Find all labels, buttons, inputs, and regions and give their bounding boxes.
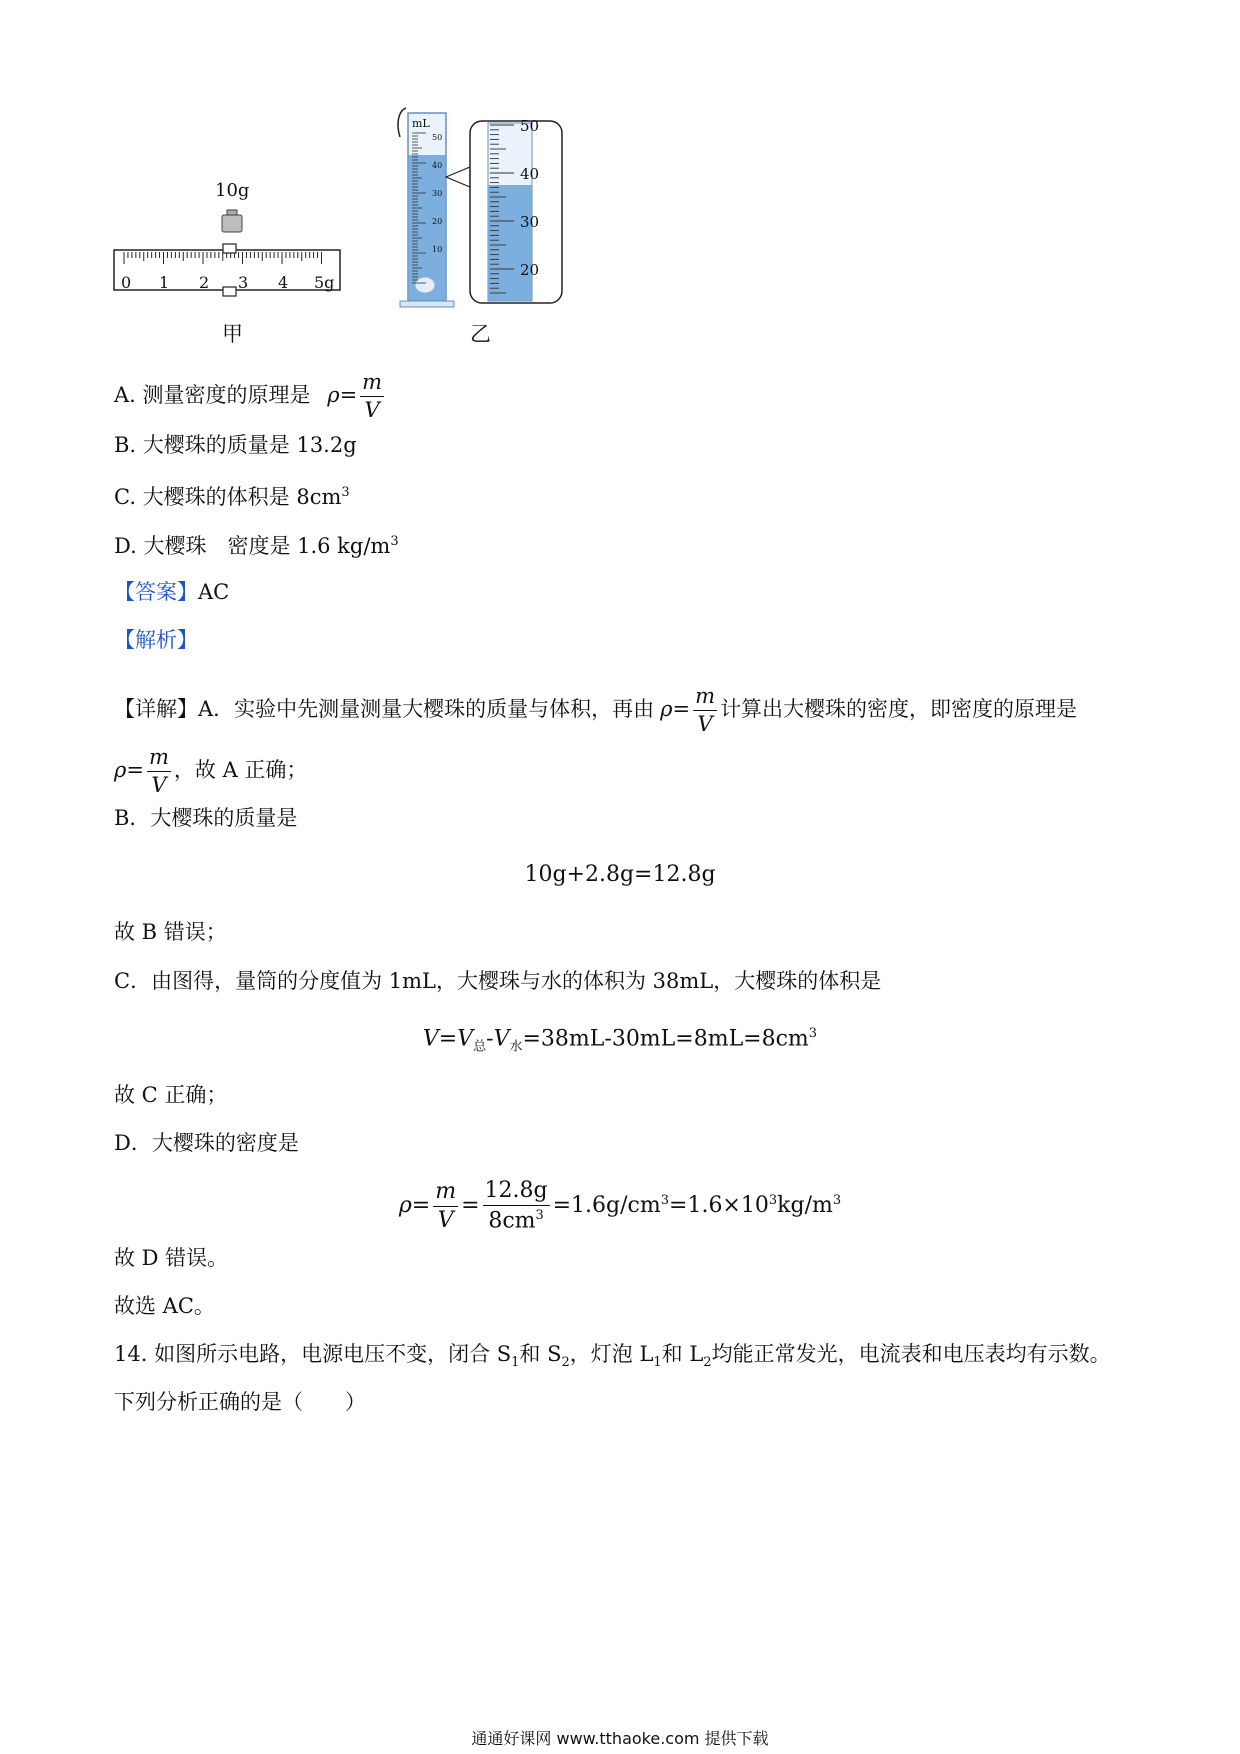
cylinder-label: 10 (432, 245, 443, 254)
detail-label: 【详解】 (114, 697, 198, 721)
detail-a-line1: 【详解】A．实验中先测量测量大樱珠的质量与体积，再由 ρ= $\frac{m}{V}$ 计算出大樱珠的密度，即密度的原理是 (114, 684, 1078, 736)
detail-final: 故选 AC。 (114, 1294, 215, 1318)
figure-yi-caption: 乙 (470, 322, 491, 346)
scale-label: 4 (278, 273, 289, 292)
weight-label: 10g (215, 180, 250, 201)
figure-jia-caption: 甲 (222, 322, 243, 346)
detail-a-line2: ρ= $\frac{m}{V}$ ，故 A 正确； (114, 745, 308, 797)
weight-block-icon (222, 210, 242, 232)
scale-label: 2 (199, 273, 210, 292)
option-c: C. 大樱珠的体积是 $8cm^3$ (114, 485, 350, 509)
answer-line (114, 577, 229, 607)
option-b: B. 大樱珠的质量是 13.2g (114, 433, 357, 457)
fraction: $\frac{m}{V}$ (435, 1178, 457, 1233)
analysis-label: 【解析】 (114, 628, 198, 652)
scale-label: 0 (121, 273, 132, 292)
detail-b-intro: B．大樱珠的质量是 (114, 806, 298, 830)
fraction: $\frac{m}{V}$ (362, 370, 383, 422)
figure-yi (390, 105, 570, 310)
zoom-label: 20 (520, 261, 540, 279)
option-a: A. 测量密度的原理是 ρ= $\frac{m}{V}$ (114, 370, 383, 422)
figure-jia (110, 180, 350, 330)
scale-label: 3 (238, 273, 249, 292)
scale-label: 5g (314, 273, 335, 292)
detail-c-intro: C．由图得，量筒的分度值为 1mL，大樱珠与水的体积为 38mL，大樱珠的体积是 (114, 969, 882, 993)
detail-d-conclusion: 故 D 错误。 (114, 1246, 229, 1270)
scale-label: 1 (159, 273, 170, 292)
detail-d-intro: D．大樱珠的密度是 (114, 1131, 299, 1155)
detail-c-conclusion: 故 C 正确； (114, 1083, 228, 1107)
question-14-line2: 下列分析正确的是（ ） (114, 1390, 366, 1414)
cylinder-label: 20 (432, 217, 443, 226)
fraction: $\frac{m}{V}$ (148, 745, 169, 797)
zoom-label: 40 (520, 165, 540, 183)
answer-value: AC (198, 580, 230, 604)
cylinder-label: 50 (432, 133, 443, 142)
cylinder-label: 30 (432, 189, 443, 198)
page-footer: 通通好课网 www.tthaoke.com 提供下载 (471, 1729, 769, 1748)
detail-c-equation: $V=V_总-V_水=38mL-30mL=8mL=8cm^3$ (422, 1026, 818, 1055)
zoom-label: 50 (520, 117, 540, 135)
detail-b-equation: 10g+2.8g=12.8g (524, 862, 716, 887)
answer-label: 【答案】 (114, 580, 198, 604)
cylinder-unit-label: mL (412, 117, 430, 130)
option-d: D. 大樱珠 密度是 1.6 $kg/m^3$ (114, 534, 399, 558)
fraction: $\frac{m}{V}$ (695, 684, 716, 736)
fraction: $\frac{12.8g}{8cm^3}$ (484, 1178, 548, 1234)
detail-b-conclusion: 故 B 错误； (114, 920, 227, 944)
question-14-line1: 14. 如图所示电路，电源电压不变，闭合 $S_1$和 $S_2$，灯泡 $L_1$和 $L_2$均能正常发光，电流表和电压表均有示数。 (114, 1342, 1111, 1371)
cylinder-diagram (390, 105, 570, 310)
zoom-label: 30 (520, 213, 540, 231)
detail-d-equation: ρ= $\frac{m}{V}$ = $\frac{12.8g}{8cm^3}$ $=1.6g/cm^3=1.6\times 10^3kg/m^3$ (398, 1178, 842, 1234)
cylinder-label: 40 (432, 161, 443, 170)
